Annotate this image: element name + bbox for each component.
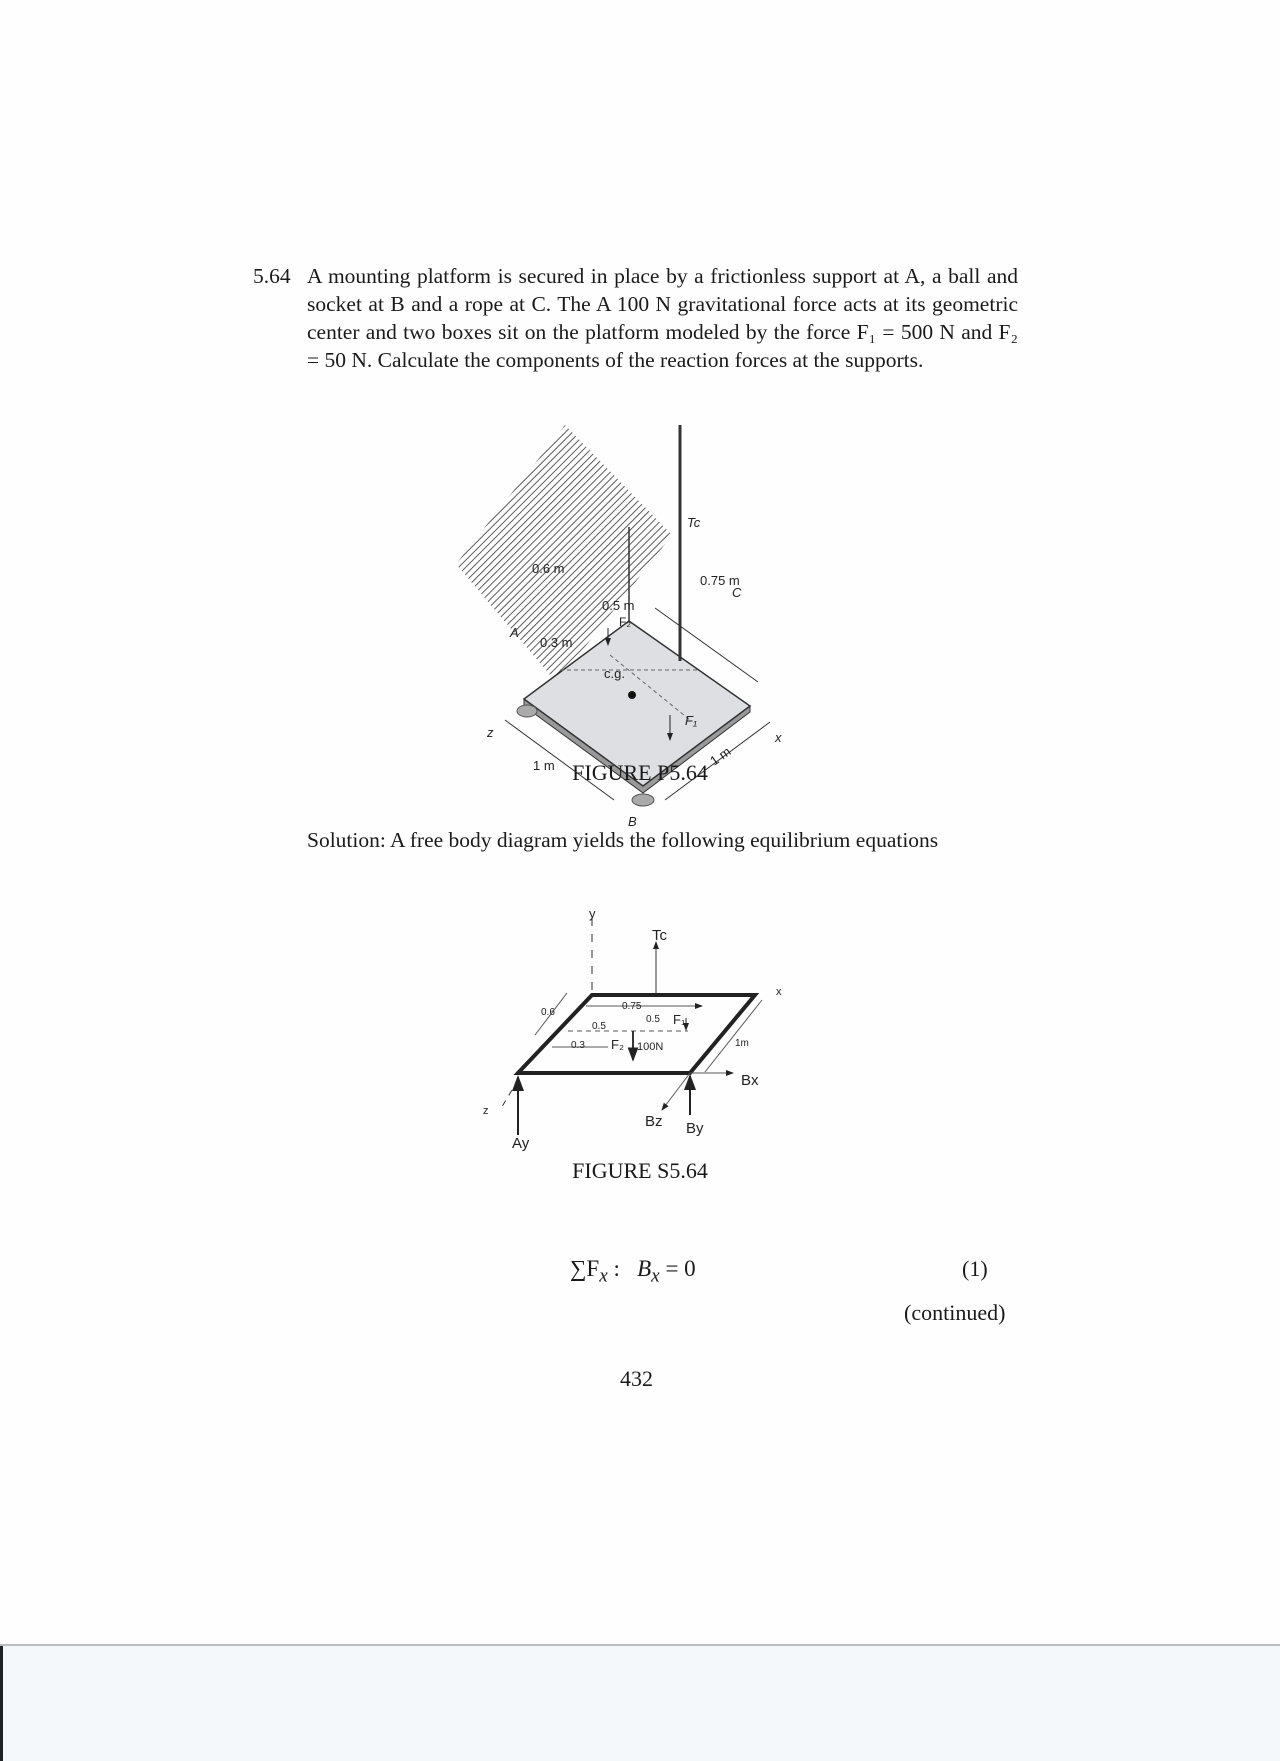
label-tc2: Tc	[652, 927, 667, 944]
eq-rhs-tail: = 0	[659, 1256, 696, 1281]
eq-lhs: ∑F	[570, 1256, 600, 1281]
label-0-5-a: 0.5	[646, 1014, 660, 1025]
cg-point	[628, 691, 636, 699]
label-1m-left: 1 m	[533, 758, 555, 773]
scan-edge-line	[0, 1644, 1280, 1646]
label-100n: 100N	[637, 1041, 664, 1053]
problem-number: 5.64	[253, 264, 291, 288]
label-0-5m: 0.5 m	[602, 598, 635, 613]
label-ay: Ay	[512, 1135, 530, 1152]
label-c: C	[732, 585, 742, 600]
label-f2: F₂	[619, 615, 631, 629]
label-0-75m: 0.75 m	[700, 573, 740, 588]
label-a: A	[510, 625, 519, 640]
figure-s5-64-caption: FIGURE S5.64	[572, 1158, 708, 1183]
label-x: x	[775, 730, 782, 745]
equation-1	[570, 1256, 696, 1288]
label-x2: x	[776, 986, 782, 998]
label-y: y	[589, 906, 596, 921]
continued-note: (continued)	[904, 1300, 1006, 1325]
equation-number: (1)	[962, 1256, 988, 1281]
label-f1: F₁	[685, 713, 698, 728]
label-tc: Tc	[687, 515, 701, 530]
scan-lower-area	[0, 1646, 1280, 1761]
page-number: 432	[620, 1366, 653, 1391]
label-0-75: 0.75	[622, 1001, 642, 1012]
label-z2: z	[483, 1105, 489, 1117]
eq-rhs: B	[637, 1256, 652, 1281]
label-0-3m: 0.3 m	[540, 635, 573, 650]
label-z: z	[487, 725, 494, 740]
label-cg: c.g.	[604, 666, 625, 681]
solution-text: Solution: A free body diagram yields the following equilibrium equations	[307, 828, 939, 852]
label-bx: Bx	[741, 1072, 759, 1089]
label-0-6: 0.6	[541, 1007, 555, 1018]
label-f1-2: F₁	[673, 1012, 686, 1027]
label-b: B	[628, 814, 637, 829]
support-b	[632, 794, 654, 806]
label-f2-2: F₂	[611, 1037, 624, 1052]
scan-left-edge	[0, 1646, 3, 1761]
figure-s5-64	[483, 906, 782, 1152]
support-a	[517, 705, 537, 717]
label-bz: Bz	[645, 1113, 663, 1130]
label-0-3: 0.3	[571, 1040, 585, 1051]
eq-rhs-sub: x	[651, 1265, 660, 1287]
eq-lhs-sub: x	[599, 1265, 608, 1287]
label-0-6m: 0.6 m	[532, 561, 565, 576]
label-1m: 1m	[735, 1038, 749, 1049]
label-1m-right: 1 m	[707, 743, 734, 769]
problem-text: A mounting platform is secured in place by a frictionless support at A, a ball and socket at B and a rope at C. The A 100 N gravitational force acts at its geometric center and two boxes sit on the platform modeled by the force F₁ = 500 N and F₂ = 50 N. Calculate the components of the reaction forces at the supports.	[307, 264, 1018, 372]
label-0-5-b: 0.5	[592, 1021, 606, 1032]
eq-colon: :	[613, 1256, 620, 1281]
label-by: By	[686, 1120, 704, 1137]
figure-p5-64-caption: FIGURE P5.64	[572, 760, 708, 785]
